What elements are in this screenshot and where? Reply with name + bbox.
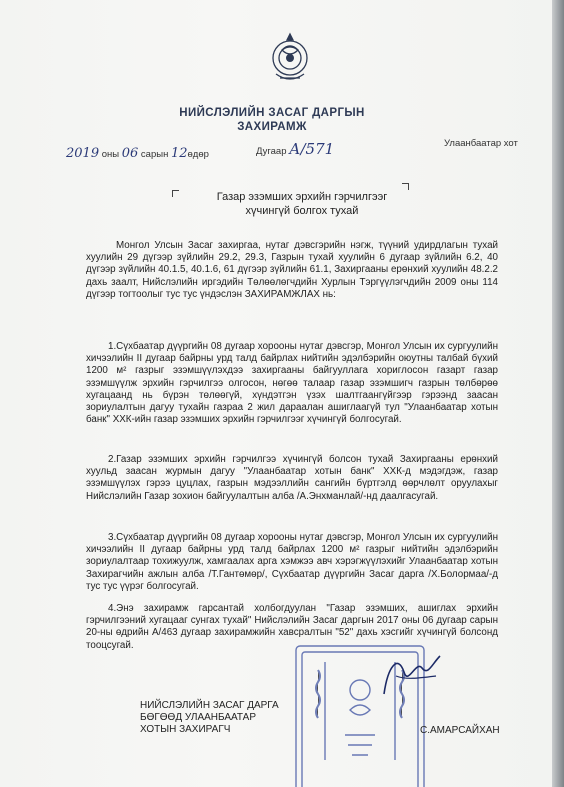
clause-2: 2.Газар эзэмших эрхийн гэрчилгээ хүчингүй болсон тухай Захиргааны ерөнхий хуульд заасан журмын дагуу "Улаанбаатар хотын банк" ХХК-д мэдэгдэж, газар эзэмшүүлэх гэрээ цуцлах, газрын мэдээллийн сангийн бүртгэлд өөрчлөлт оруулахыг Нийслэлийн Газар зохион байгуулалтын алба /А.Энхманлай/-нд даалгасугай. (86, 454, 498, 502)
title-line-1: Газар эзэмших эрхийн гэрчилгээг (216, 191, 388, 203)
issue-city: Улаанбаатар хот (444, 138, 518, 149)
handwritten-signature (376, 646, 446, 706)
title-bracket-left (172, 190, 179, 197)
signatory-line-2: БӨГӨӨД УЛААНБААТАР (140, 712, 257, 723)
issuer-title: НИЙСЛЭЛИЙН ЗАСАГ ДАРГЫН (179, 107, 365, 119)
document-number (256, 140, 334, 158)
clause-1: 1.Сүхбаатар дүүргийн 08 дугаар хорооны нутаг дэвсгэр, Монгол Улсын их сургуулийн хичээлийн II дугаар байрны урд талд байрлах нийтийн эдэлбэрийн оюутны талбай бүхий 1200 м² газрыг эзэмшүүлэхдээ захиргааны байгууллага хориглосон газарт газар эзэмшүүлж эрхийн гэрчилгээ олгосон, нөгөө талаар газар эзэмшигч газрын төлбөрөө хугацаанд нь бүрэн төлөөгүй, хүндэтгэн үзэх шалтгаангүйгээр гэрээнд заасан зориулалтын дагуу тухайн газраа 2 жил дараалан ашиглаагүй тул "Улаанбаатар хотын банк" ХХК-ийн газар эзэмших эрхийн гэрчилгээг хүчингүй болгосугай. (86, 341, 498, 426)
signatory-name: С.АМАРСАЙХАН (420, 725, 500, 736)
date-month-suffix: сарын (140, 149, 169, 160)
preamble-paragraph: Монгол Улсын Засаг захиргаа, нутаг дэвсгэрийн нэгж, түүний удирдлагын тухай хуулийн 29 дүгээр зүйлийн 29.2, 29.3, Газрын тухай хуулийн 6 дугаар зүйлийн 6.2, 40 дүгээр зүйлийн 40.1.5, 40.1.6, 61 дүгээр зүйлийн 61.1, Захиргааны ерөнхий хуулийн 48.2.2 дахь заалт, Нийслэлийн иргэдийн Төлөөлөгчдийн Хурлын Тэргүүлэгчдийн 2009 оны 114 дүгээр тогтоолыг тус тус үндэслэн ЗАХИРАМЖЛАХ нь: (86, 240, 498, 300)
document-type: ЗАХИРАМЖ (237, 121, 307, 133)
signatory-title (140, 700, 279, 736)
signatory-line-1: НИЙСЛЭЛИЙН ЗАСАГ ДАРГА (140, 700, 279, 711)
number-value: А/571 (289, 140, 335, 158)
clause-3: 3.Сүхбаатар дүүргийн 08 дугаар хорооны нутаг дэвсгэр, Монгол Улсын их сургуулийн хичээлийн II дугаар байрны урд талд байрлах 1200 м² газрыг нийтийн эдэлбэрийн зориулалтаар тохижуулж, хамгаалах арга хэмжээ авч хэрэгжүүлэхийг Улаанбаатар хотын Захирагчийн ажлын алба /Т.Гантөмөр/, Сүхбаатар дүүргийн Засаг дарга /Х.Болормаа/-д тус тус үүрэг болгосугай. (86, 532, 498, 592)
issue-date (66, 146, 209, 161)
clause-4: 4.Энэ захирамж гарсантай холбогдуулан "Газар эзэмших, ашиглах эрхийн гэрчилгээний хугацааг сунгах тухай" Нийслэлийн Засаг даргын 2017 оны 06 дугаар сарын 20-ны өдрийн А/463 дугаар захирамжийн хавсралтын "52" дахь хэсгийг хүчингүй болсонд тооцсугай. (86, 603, 498, 651)
mongolia-state-emblem-icon (268, 30, 312, 88)
date-year-suffix: оны (101, 149, 120, 160)
date-day: 12 (170, 146, 188, 161)
date-year: 2019 (66, 146, 100, 161)
document-title (192, 190, 412, 218)
date-day-suffix: өдөр (187, 149, 209, 160)
title-bracket-right (402, 183, 409, 190)
title-line-2: хүчингүй болгох тухай (245, 205, 359, 217)
signatory-line-3: ХОТЫН ЗАХИРАГЧ (140, 724, 231, 735)
number-label: Дугаар (256, 146, 287, 157)
date-month: 06 (121, 146, 139, 161)
page-edge-shadow (552, 0, 564, 787)
